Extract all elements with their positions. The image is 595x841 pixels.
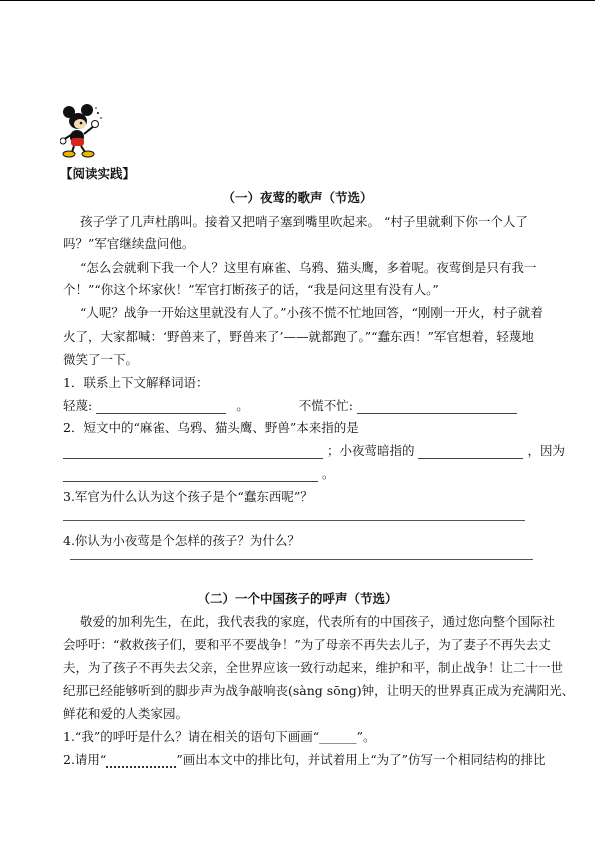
- p1-q1-word-a: 轻蔑:: [63, 398, 93, 413]
- p1-q2-end-text: ，因为: [527, 443, 565, 458]
- p2-q2-rest: ”画出本文中的排比句，并试着用上“为了”仿写一个相同结构的排比: [176, 752, 546, 767]
- p2-question-2: [63, 750, 546, 768]
- p1-q2-blank-3[interactable]: [63, 470, 318, 482]
- p2-q2-prefix: 2.请用“: [63, 752, 107, 767]
- passage1-line-4: 个！”“你这个坏家伙！”军官打断孩子的话，“我是问这里有没有人。”: [63, 282, 439, 297]
- passage1-line-2: 吗？”军官继续盘问他。: [63, 236, 195, 251]
- passage1-line-3: “怎么会就剩下我一个人？这里有麻雀、乌鸦、猫头鹰，多着呢。夜莺倒是只有我一: [80, 260, 537, 275]
- p1-question-2: 2．短文中的“麻雀、乌鸦、猫头鹰、野兽”本来指的是: [63, 420, 359, 435]
- p1-q1-blank-a[interactable]: [96, 402, 226, 414]
- p1-q3-answer-line[interactable]: [63, 520, 525, 521]
- passage2-line-4: 纪那已经能够听到的脚步声为战争敲响丧(sàng sōng)钟，让明天的世界真正成为充满阳光、: [63, 683, 575, 698]
- passage2-line-2: 会呼吁：“救救孩子们，要和平不要战争！”为了母亲不再失去儿子，为了妻子不再失去丈: [63, 637, 551, 652]
- passage1-line-1: 孩子学了几声杜鹃叫。接着又把哨子塞到嘴里吹起来。 “村子里就剩下你一个人了: [80, 214, 528, 229]
- p1-q1-blank-b[interactable]: [357, 402, 517, 414]
- p2-question-1: 1.“我”的呼吁是什么？请在相关的语句下画画“______”。: [63, 729, 376, 744]
- p1-q2-tail-row: [63, 464, 335, 482]
- mickey-mouse-clipart: [60, 104, 104, 160]
- p1-q1-word-b: 不慌不忙:: [298, 398, 353, 413]
- p1-question-3: 3.军官为什么认为这个孩子是个“蠢东西呢”？: [63, 489, 313, 504]
- passage2-line-3: 夫，为了孩子不再失去父亲，全世界应该一致行动起来，维护和平，制止战争！让二十一世: [63, 660, 564, 675]
- p1-q4-answer-line[interactable]: [70, 559, 533, 560]
- p1-question-4: 4.你认为小夜莺是个怎样的孩子？为什么？: [63, 533, 300, 548]
- section-header: 【阅读实践】: [60, 166, 136, 181]
- passage2-title: （二）一个中国孩子的呼声（节选）: [197, 591, 398, 606]
- p1-q1-answer-row: [63, 396, 517, 414]
- passage1-line-7: 微笑了一下。: [63, 352, 139, 367]
- p1-q1-separator: 。: [236, 398, 249, 413]
- page-top-border: [0, 0, 595, 1]
- p1-q2-mid-text: ；小夜莺暗指的: [326, 443, 415, 458]
- p1-q2-answer-row: [63, 441, 565, 459]
- p1-q2-blank-1[interactable]: [63, 447, 323, 459]
- p1-q2-blank-2[interactable]: [418, 447, 523, 459]
- passage1-line-5: “人呢？战争一开始这里就没有人了。”小孩不慌不忙地回答，“刚刚一开火，村子就着: [80, 305, 543, 320]
- passage2-line-1: 敬爱的加利先生，在此，我代表我的家庭，代表所有的中国孩子，通过您向整个国际社: [80, 614, 556, 629]
- p1-q2-tail: 。: [321, 466, 335, 481]
- wavy-underline-sample: [106, 756, 176, 768]
- passage1-line-6: 火了，大家都喊：‘野兽来了，野兽来了’——就都跑了。”“蠢东西！”军官想着，轻蔑地: [63, 329, 534, 344]
- p1-question-1: 1．联系上下文解释词语：: [63, 375, 209, 390]
- passage1-title: （一）夜莺的歌声（节选）: [222, 190, 373, 205]
- passage2-line-5: 鲜花和爱的人类家园。: [63, 706, 189, 721]
